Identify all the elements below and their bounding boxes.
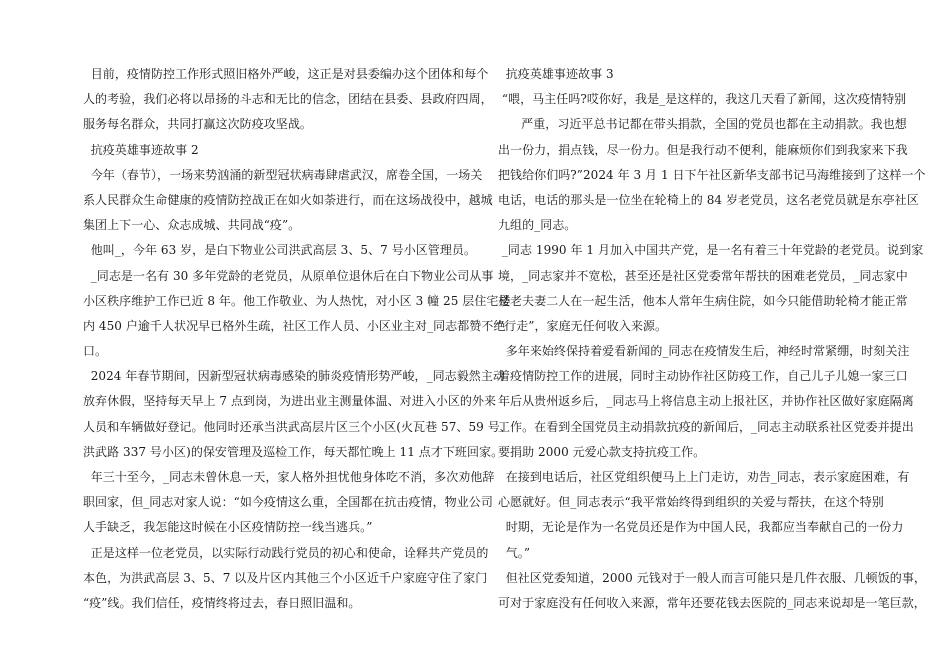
text-line: 人员和车辆做好登记。他同时还承当洪武高层片区三个小区(火瓦巷 57、59 号、 (83, 419, 512, 434)
text-line: 职回家，但_同志对家人说：“如今疫情这么重，全国都在抗击疫情，物业公司 (83, 495, 493, 510)
text-line: 他叫_，今年 63 岁，是白下物业公司洪武高层 3、5、7 号小区管理员。 (83, 243, 477, 258)
text-line: 出一份力，捐点钱，尽一份力。但是我行动不便利，能麻烦你们到我家来下我 (498, 142, 908, 157)
text-line: 着疫情防控工作的进展，同时主动协作社区防疫工作，自己儿子儿媳一家三口 (498, 369, 908, 384)
text-line: 电话，电话的那头是一位坐在轮椅上的 84 岁老党员，这名老党员就是东亭社区 (498, 192, 919, 207)
text-line: 可对于家庭没有任何收入来源，常年还要花钱去医院的_同志来说却是一笔巨款， (498, 595, 926, 610)
text-line: 小区秩序维护工作已近 8 年。他工作敬业、为人热忱，对小区 3 幢 25 层住宅楼 (83, 293, 511, 308)
text-line: 九组的_同志。 (498, 218, 577, 233)
text-line: 服务每名群众，共同打赢这次防疫攻坚战。 (83, 117, 312, 132)
text-line: 集团上下一心、众志成城、共同战“疫”。 (83, 218, 301, 233)
text-line: 要捐助 2000 元爱心款支持抗疫工作。 (498, 444, 706, 459)
text-line: 气。” (498, 545, 531, 560)
text-line: 放弃休假，坚持每天早上 7 点到岗，为进出业主测量体温、对进入小区的外来 (83, 394, 497, 409)
text-line: “疫”线。我们信任，疫情终将过去，春日照旧温和。 (83, 595, 361, 610)
text-line: 是老夫妻二人在一起生活，他本人常年生病住院，如今只能借助轮椅才能正常 (498, 293, 908, 308)
text-line: 心愿就好。但_同志表示“我平常始终得到组织的关爱与帮扶，在这个特别 (498, 495, 884, 510)
text-line: 人手缺乏，我怎能这时候在小区疫情防控一线当逃兵。” (83, 520, 373, 535)
text-line: 内 450 户逾千人状况早已格外生疏，社区工作人员、小区业主对_同志都赞不绝 (83, 318, 506, 333)
text-line: 年后从贵州返乡后，_同志马上将信息主动上报社区，并协作社区做好家庭隔离 (498, 394, 914, 409)
text-line: 年三十至今，_同志未曾休息一天，家人格外担忧他身体吃不消，多次劝他辞 (83, 470, 495, 484)
text-line: 工作。在看到全国党员主动捐款抗疫的新闻后，_同志主动联系社区党委并提出 (498, 419, 914, 434)
text-line: 多年来始终保持着爱看新闻的_同志在疫情发生后，神经时常紧绷，时刻关注 (498, 344, 910, 359)
text-line: 境，_同志家并不宽松，甚至还是社区党委常年帮扶的困难老党员，_同志家中 (498, 268, 908, 283)
text-line: 今年（春节），一场来势汹涌的新型冠状病毒肆虐武汉，席卷全国，一场关 (83, 167, 483, 182)
text-line: 系人民群众生命健康的疫情防控战正在如火如荼进行，而在这场战役中，越城 (83, 192, 493, 207)
text-line: 把钱给你们吗?”2024 年 3 月 1 日下午社区新华支部书记马海维接到了这样一个 (498, 167, 926, 182)
text-line: 本色，为洪武高层 3、5、7 以及片区内其他三个小区近千户家庭守住了家门 (83, 570, 488, 585)
text-line: 口。 (83, 344, 108, 359)
text-line: 严重，习近平总书记都在带头捐款，全国的党员也都在主动捐款。我也想 (498, 117, 907, 132)
text-line: 抗疫英雄事迹故事 2 (83, 142, 199, 157)
text-line: 2024 年春节期间，因新型冠状病毒感染的肺炎疫情形势严峻，_同志毅然主动 (83, 369, 505, 384)
text-line: _同志 1990 年 1 月加入中国共产党，是一名有着三十年党龄的老党员。说到家 (498, 243, 924, 258)
text-line: “喂，马主任吗?哎你好，我是_是这样的，我这几天看了新闻，这次疫情特别 (498, 92, 907, 107)
text-line: 抗疫英雄事迹故事 3 (498, 67, 614, 81)
text-line: _同志是一名有 30 多年党龄的老党员，从原单位退休后在白下物业公司从事 (83, 268, 494, 283)
text-line: 洪武路 337 号小区)的保安管理及巡检工作，每天都忙晚上 11 点才下班回家。 (83, 444, 504, 459)
text-line: 但社区党委知道，2000 元钱对于一般人而言可能只是几件衣服、几顿饭的事， (498, 570, 926, 585)
text-line: 正是这样一位老党员，以实际行动践行党员的初心和使命，诠释共产党员的 (83, 545, 489, 560)
text-line: 目前，疫情防控工作形式照旧格外严峻，这正是对县委编办这个团体和每个 (83, 67, 489, 81)
right-column (498, 62, 926, 616)
text-line: 在接到电话后，社区党组织便马上上门走访，劝告_同志，表示家庭困难，有 (498, 470, 910, 484)
text-line: 人的考验，我们必将以昂扬的斗志和无比的信念，团结在县委、县政府四周， (83, 92, 493, 107)
text-line: 时期，无论是作为一名党员还是作为中国人民，我都应当奉献自己的一份力 (498, 520, 904, 535)
left-column (83, 62, 512, 616)
text-line: “行走”，家庭无任何收入来源。 (498, 318, 668, 333)
